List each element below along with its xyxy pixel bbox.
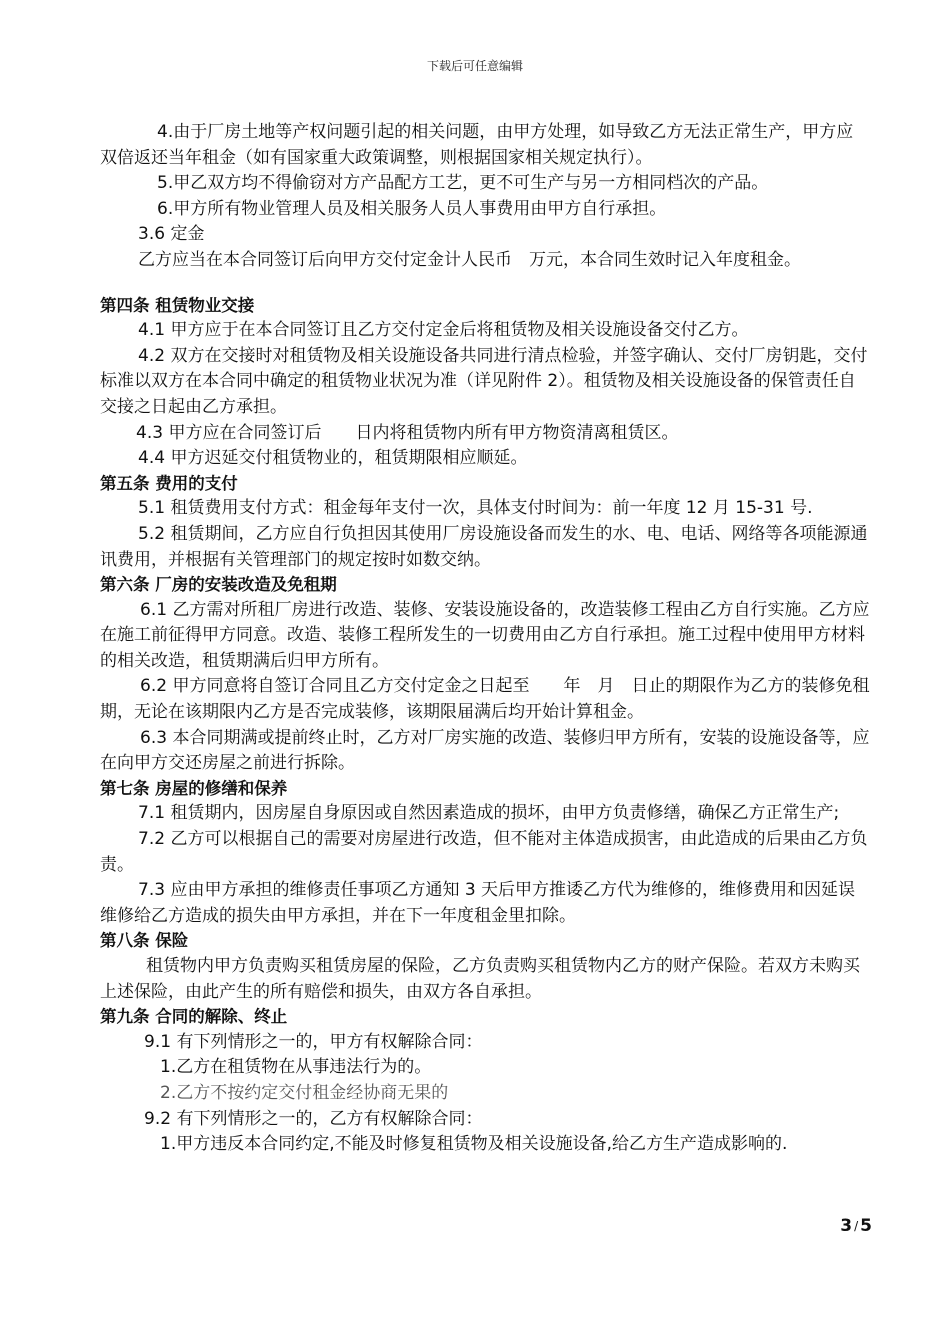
clause-7-1: 7.1 租赁期内，因房屋自身原因或自然因素造成的损坏，由甲方负责修缮，确保乙方正常生产; bbox=[138, 803, 840, 824]
clause-7-3: 7.3 应由甲方承担的维修责任事项乙方通知 3 天后甲方推诿乙方代为维修的，维修费用和因延误维修给乙方造成的损失由甲方承担，并在下一年度租金里扣除。 bbox=[100, 880, 856, 926]
clause-5-1: 5.1 租赁费用支付方式：租金每年支付一次，具体支付时间为：前一年度 12 月 15-31 号. bbox=[138, 498, 813, 519]
clause-4-1: 4.1 甲方应于在本合同签订且乙方交付定金后将租赁物及相关设施设备交付乙方。 bbox=[138, 320, 749, 341]
article-7-heading: 第七条 房屋的修缮和保养 bbox=[100, 778, 288, 798]
document-body bbox=[100, 120, 870, 1158]
clause-6-3: 6.3 本合同期满或提前终止时，乙方对厂房实施的改造、装修归甲方所有，安装的设施设备等，应在向甲方交还房屋之前进行拆除。 bbox=[100, 727, 870, 774]
clause-9-1: 9.1 有下列情形之一的，甲方有权解除合同： bbox=[144, 1031, 483, 1052]
clause-4-2: 4.2 双方在交接时对租赁物及相关设施设备共同进行清点检验，并签字确认、交付厂房钥匙，交付标准以双方在本合同中确定的租赁物业状况为准（详见附件 2）。租赁物及相关设施设备的保管责任自交接之日起由乙方承担。 bbox=[100, 345, 868, 417]
section-3-6-text: 乙方应当在本合同签订后向甲方交付定金计人民币 万元，本合同生效时记入年度租金。 bbox=[138, 249, 801, 270]
article-9-heading: 第九条 合同的解除、终止 bbox=[100, 1007, 288, 1027]
clause-9-1-2: 2.乙方不按约定交付租金经协商无果的 bbox=[160, 1082, 449, 1103]
clause-9-2-1: 1.甲方违反本合同约定,不能及时修复租赁物及相关设施设备,给乙方生产造成影响的. bbox=[160, 1134, 788, 1155]
clause-9-1-1: 1.乙方在租赁物在从事违法行为的。 bbox=[160, 1057, 432, 1078]
clause-9-2: 9.2 有下列情形之一的，乙方有权解除合同： bbox=[144, 1108, 483, 1129]
page-number bbox=[840, 1216, 872, 1236]
page-separator: / bbox=[854, 1219, 859, 1233]
article-6-heading: 第六条 厂房的安装改造及免租期 bbox=[100, 575, 337, 595]
clause-7-2: 7.2 乙方可以根据自己的需要对房屋进行改造，但不能对主体造成损害，由此造成的后果由乙方负责。 bbox=[100, 829, 868, 875]
page-total: 5 bbox=[860, 1216, 872, 1236]
clause-p6: 6.甲方所有物业管理人员及相关服务人员人事费用由甲方自行承担。 bbox=[157, 198, 667, 219]
clause-6-1: 6.1 乙方需对所租厂房进行改造、装修、安装设施设备的，改造装修工程由乙方自行实施。乙方应在施工前征得甲方同意。改造、装修工程所发生的一切费用由乙方自行承担。施工过程中使用甲方材料的相关改造，租赁期满后归甲方所有。 bbox=[100, 599, 870, 671]
clause-8: 租赁物内甲方负责购买租赁房屋的保险，乙方负责购买租赁物内乙方的财产保险。若双方未购买上述保险，由此产生的所有赔偿和损失，由双方各自承担。 bbox=[100, 956, 860, 1002]
page-header: 下载后可任意编辑 bbox=[426, 59, 523, 73]
clause-p4: 4.由于厂房土地等产权问题引起的相关问题，由甲方处理，如导致乙方无法正常生产，甲方应双倍返还当年租金（如有国家重大政策调整，则根据国家相关规定执行）。 bbox=[100, 122, 854, 168]
article-5-heading: 第五条 费用的支付 bbox=[100, 473, 238, 493]
page-current: 3 bbox=[840, 1216, 853, 1236]
article-8-heading: 第八条 保险 bbox=[100, 931, 189, 951]
section-3-6-title: 3.6 定金 bbox=[138, 224, 205, 245]
clause-4-4: 4.4 甲方迟延交付租赁物业的，租赁期限相应顺延。 bbox=[138, 448, 528, 469]
clause-5-2: 5.2 租赁期间，乙方应自行负担因其使用厂房设施设备而发生的水、电、电话、网络等各项能源通讯费用，并根据有关管理部门的规定按时如数交纳。 bbox=[100, 523, 868, 570]
clause-p5: 5.甲乙双方均不得偷窃对方产品配方工艺，更不可生产与另一方相同档次的产品。 bbox=[157, 173, 769, 194]
article-4-heading: 第四条 租赁物业交接 bbox=[100, 295, 255, 315]
clause-4-3: 4.3 甲方应在合同签订后 日内将租赁物内所有甲方物资清离租赁区。 bbox=[136, 422, 679, 443]
clause-6-2: 6.2 甲方同意将自签订合同且乙方交付定金之日起至 年 月 日止的期限作为乙方的装修免租期，无论在该期限内乙方是否完成装修，该期限届满后均开始计算租金。 bbox=[100, 676, 870, 723]
